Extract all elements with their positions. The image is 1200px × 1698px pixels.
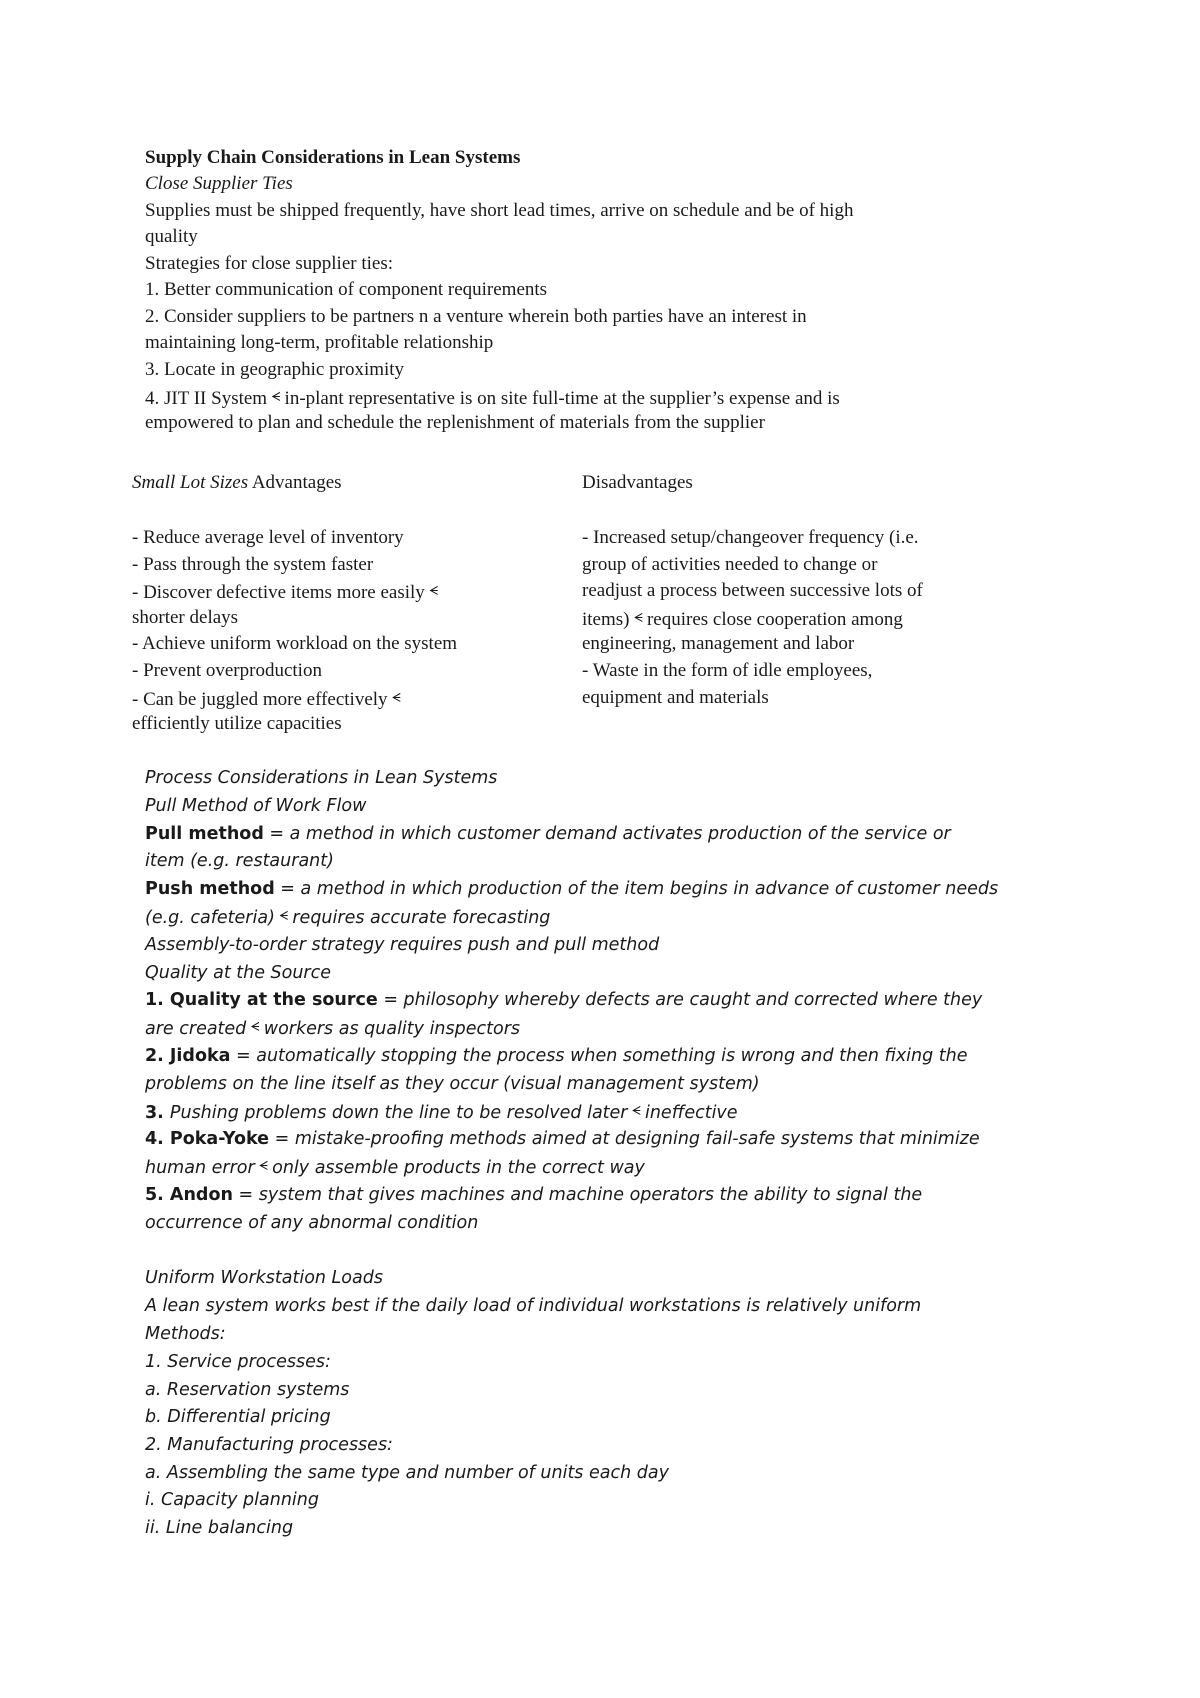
quality-item-4-def-end: human error: [145, 1158, 255, 1178]
arrow-icon: ᗕ: [391, 690, 401, 705]
advantage-3-line-2: shorter delays: [132, 607, 239, 628]
disadvantage-line-4-end: requires close cooperation among: [646, 609, 903, 630]
quality-item-1-number: 1.: [145, 990, 170, 1010]
supplier-intro-line-1: Supplies must be shipped frequently, have short lead times, arrive on schedule and be of high: [145, 200, 854, 221]
advantage-5: - Prevent overproduction: [132, 660, 322, 681]
advantages-label: Advantages: [251, 472, 342, 493]
strategy-item-1: 1. Better communication of component requirements: [145, 279, 548, 300]
quality-item-2-line-1: [145, 1043, 968, 1069]
advantage-6-line-2: efficiently utilize capacities: [132, 713, 342, 734]
quality-item-2-term: Jidoka: [169, 1046, 231, 1066]
supplier-intro-line-2: quality: [145, 226, 198, 247]
disadvantages-label: Disadvantages: [582, 472, 693, 493]
quality-item-5-term: Andon: [169, 1185, 233, 1205]
methods-label: Methods:: [145, 1324, 226, 1344]
strategy-item-4-rest: in-plant representative is on site full-time at the supplier’s expense and is: [284, 388, 840, 409]
supplier-heading: Close Supplier Ties: [145, 173, 293, 194]
lots-heading-row: [132, 470, 342, 496]
quality-item-4-line-1: [145, 1126, 980, 1152]
pull-def: = a method in which customer demand activates production of the service or: [263, 824, 951, 844]
quality-item-1-line-1: [145, 987, 982, 1013]
advantage-4: - Achieve uniform workload on the system: [132, 633, 458, 654]
disadvantage-line-4-start: items): [582, 609, 630, 630]
method-2: 2. Manufacturing processes:: [145, 1435, 393, 1455]
disadvantage-line-1: - Increased setup/changeover frequency (i.e.: [582, 527, 919, 548]
quality-item-5-def: = system that gives machines and machine operators the ability to signal the: [232, 1185, 923, 1205]
strategy-item-3: 3. Locate in geographic proximity: [145, 359, 405, 380]
strategy-item-4-line-2: empowered to plan and schedule the replenishment of materials from the supplier: [145, 412, 765, 433]
advantage-1: - Reduce average level of inventory: [132, 527, 404, 548]
disadvantage-line-5: engineering, management and labor: [582, 633, 855, 654]
quality-item-4-number: 4.: [145, 1129, 170, 1149]
strategy-item-2-line-1: 2. Consider suppliers to be partners n a venture wherein both parties have an interest in: [145, 306, 807, 327]
quality-item-1-def-end: are created: [145, 1019, 247, 1039]
advantage-2: - Pass through the system faster: [132, 554, 374, 575]
assembly-strategy: Assembly-to-order strategy requires push and pull method: [145, 935, 660, 955]
arrow-icon: ᗕ: [631, 1104, 641, 1119]
arrow-icon: ᗕ: [633, 610, 643, 625]
uniform-heading: Uniform Workstation Loads: [145, 1268, 383, 1288]
push-def-line-1: [145, 876, 998, 902]
disadvantage-line-7: equipment and materials: [582, 687, 769, 708]
quality-item-1-def: = philosophy whereby defects are caught and corrected where they: [377, 990, 983, 1010]
disadvantage-line-6: - Waste in the form of idle employees,: [582, 660, 873, 681]
disadvantage-line-2: group of activities needed to change or: [582, 554, 878, 575]
strategy-item-4-prefix: 4. JIT II System: [145, 388, 268, 409]
method-2a-ii: ii. Line balancing: [145, 1518, 294, 1538]
pull-def-line-2: item (e.g. restaurant): [145, 851, 334, 871]
quality-item-3-number: 3.: [145, 1103, 170, 1123]
arrow-icon: ᗕ: [271, 389, 281, 404]
method-2a: a. Assembling the same type and number of units each day: [145, 1463, 669, 1483]
quality-item-3: [145, 1099, 738, 1126]
advantage-3-line-1: [132, 578, 442, 606]
arrow-icon: ᗕ: [258, 1159, 269, 1174]
advantage-3-text: - Discover defective items more easily: [132, 582, 425, 603]
quality-item-5-line-2: occurrence of any abnormal condition: [145, 1213, 479, 1233]
quality-item-5-line-1: [145, 1182, 922, 1208]
push-def-consequence: requires accurate forecasting: [292, 908, 551, 928]
page-title: Supply Chain Considerations in Lean Systems: [145, 147, 521, 168]
advantage-6-text: - Can be juggled more effectively: [132, 689, 388, 710]
quality-item-4-term: Poka-Yoke: [169, 1129, 270, 1149]
uniform-intro: A lean system works best if the daily load of individual workstations is relatively uniform: [145, 1296, 922, 1316]
arrow-icon: ᗕ: [278, 909, 289, 924]
method-1a: a. Reservation systems: [145, 1380, 350, 1400]
push-def: = a method in which production of the item begins in advance of customer needs: [274, 879, 999, 899]
quality-item-4-line-2: [145, 1154, 645, 1181]
pull-term: Pull method: [145, 824, 264, 844]
pull-heading: Pull Method of Work Flow: [145, 796, 367, 816]
quality-item-4-consequence: only assemble products in the correct way: [272, 1158, 645, 1178]
quality-item-3-def: Pushing problems down the line to be resolved later: [169, 1103, 628, 1123]
process-heading: Process Considerations in Lean Systems: [145, 768, 498, 788]
push-term: Push method: [145, 879, 275, 899]
quality-item-1-line-2: [145, 1015, 520, 1042]
arrow-icon: ᗕ: [428, 583, 439, 598]
quality-item-1-term: Quality at the source: [169, 990, 378, 1010]
arrow-icon: ᗕ: [250, 1020, 260, 1035]
quality-item-5-number: 5.: [145, 1185, 170, 1205]
push-def-line-2: [145, 904, 550, 931]
quality-item-1-consequence: workers as quality inspectors: [263, 1019, 521, 1039]
method-2a-i: i. Capacity planning: [145, 1490, 319, 1510]
method-1b: b. Differential pricing: [145, 1407, 331, 1427]
advantage-6-line-1: [132, 685, 405, 713]
quality-heading: Quality at the Source: [145, 963, 332, 983]
push-def-example: (e.g. cafeteria): [145, 908, 275, 928]
strategies-label: Strategies for close supplier ties:: [145, 253, 393, 274]
disadvantage-line-4: [582, 605, 903, 633]
lots-heading: Small Lot Sizes: [132, 472, 249, 493]
strategy-item-2-line-2: maintaining long-term, profitable relationship: [145, 332, 494, 353]
quality-item-2-number: 2.: [145, 1046, 170, 1066]
quality-item-3-consequence: ineffective: [644, 1103, 738, 1123]
quality-item-2-def: = automatically stopping the process when something is wrong and then fixing the: [230, 1046, 968, 1066]
disadvantage-line-3: readjust a process between successive lots of: [582, 580, 923, 601]
pull-def-line-1: [145, 821, 951, 847]
strategy-item-4-line-1: [145, 384, 840, 412]
quality-item-4-def: = mistake-proofing methods aimed at designing fail-safe systems that minimize: [269, 1129, 980, 1149]
quality-item-2-line-2: problems on the line itself as they occur (visual management system): [145, 1074, 760, 1094]
method-1: 1. Service processes:: [145, 1352, 331, 1372]
